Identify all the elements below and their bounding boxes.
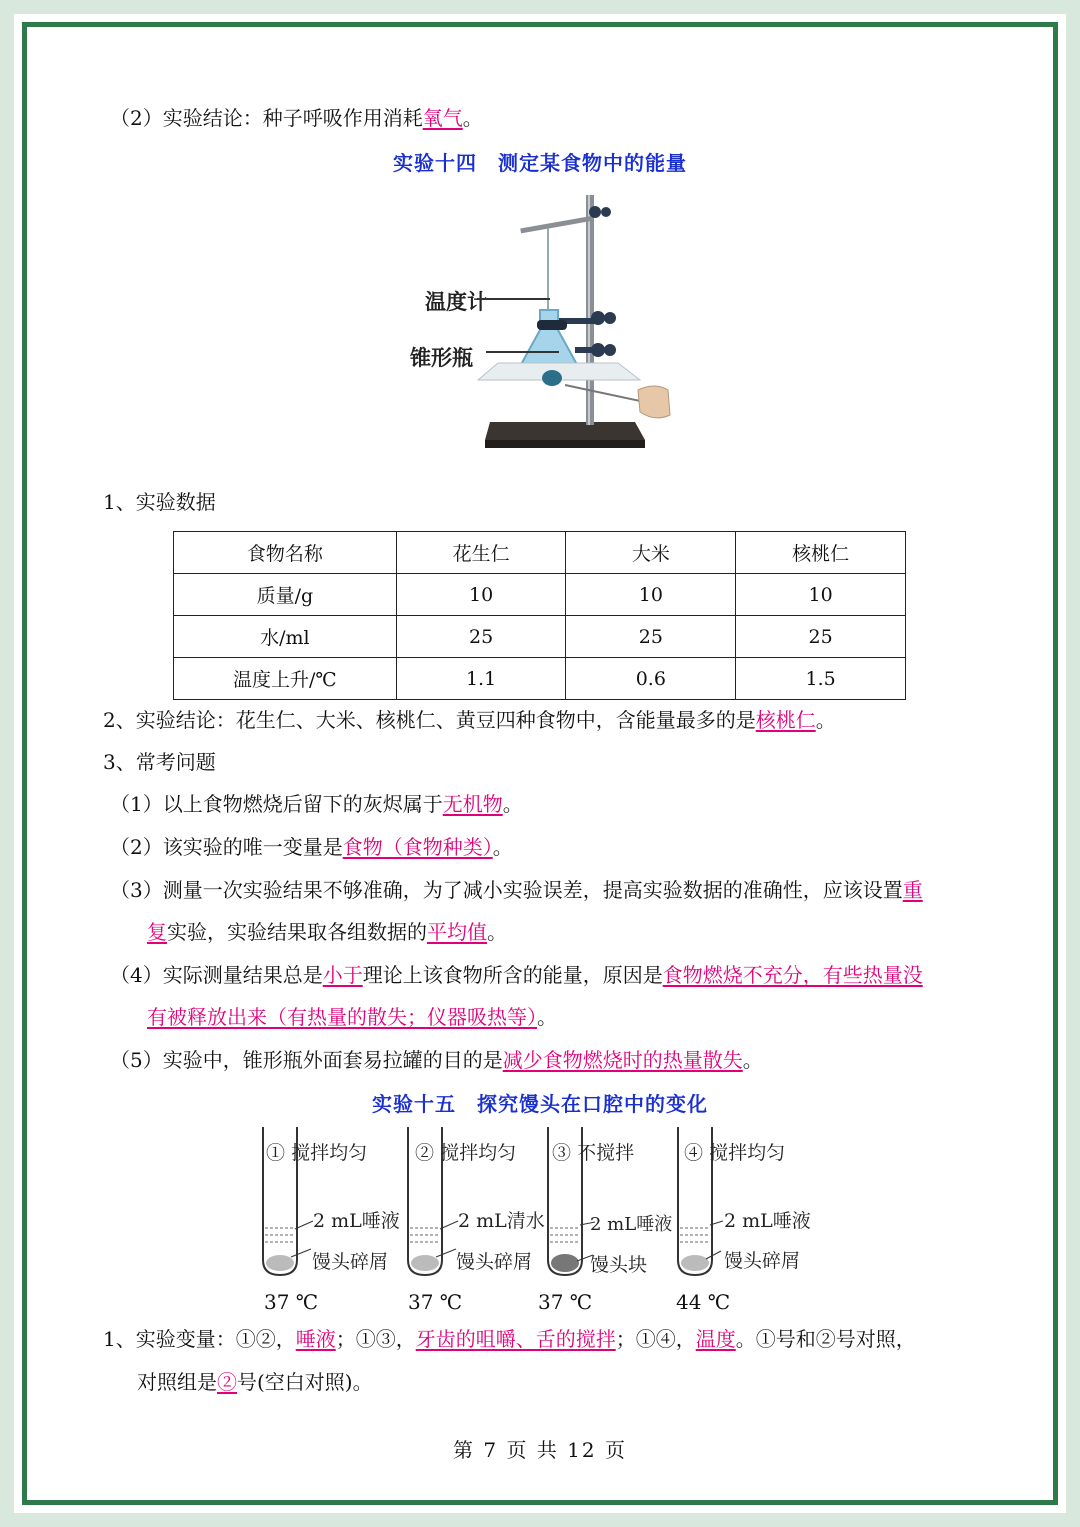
text: 实验，实验结果取各组数据的 [167, 920, 427, 944]
question-4-line-2 [147, 1003, 557, 1031]
tube-number: ② [415, 1142, 435, 1164]
question-4-line-1 [110, 961, 923, 989]
text: ；①③， [335, 1327, 416, 1351]
flask-label: 锥形瓶 [410, 346, 473, 370]
text: （5）实验中，锥形瓶外面套易拉罐的目的是 [110, 1048, 503, 1072]
tube-3-action [552, 1138, 634, 1165]
table-cell: 食物名称 [174, 532, 397, 574]
tube-1-liquid: 2 mL唾液 [313, 1210, 400, 1232]
table-row [174, 616, 906, 658]
page-number: 第 7 页 共 12 页 [453, 1438, 627, 1462]
question-2 [110, 833, 513, 861]
answer: 核桃仁 [755, 708, 816, 732]
text: 。 [502, 792, 523, 816]
table-cell: 25 [736, 616, 906, 658]
text: 。 [492, 835, 513, 859]
table-row [174, 658, 906, 700]
data-title: 1、实验数据 [103, 490, 216, 514]
tube-action: 搅拌均匀 [291, 1142, 368, 1164]
exp14-heading: 实验十四 测定某食物中的能量 [393, 151, 687, 175]
thermometer-label: 温度计 [425, 290, 488, 314]
text: （2）该实验的唯一变量是 [110, 835, 343, 859]
tube-2-action [415, 1138, 516, 1165]
table-cell: 花生仁 [396, 532, 566, 574]
table-cell: 0.6 [566, 658, 736, 700]
tube-action: 搅拌均匀 [709, 1142, 786, 1164]
answer: 氧气 [422, 106, 463, 130]
tube-4-action [684, 1138, 785, 1165]
table-cell: 25 [396, 616, 566, 658]
tube-3-temp: 37 ℃ [538, 1290, 593, 1314]
text: ；①④， [615, 1327, 696, 1351]
text: 。①号和②号对照， [735, 1327, 916, 1351]
exp13-conclusion [110, 104, 483, 132]
tube-1-solid: 馒头碎屑 [312, 1251, 389, 1273]
tube-2-temp: 37 ℃ [408, 1290, 463, 1314]
tube-1-action [266, 1138, 367, 1165]
text: 。 [487, 920, 507, 944]
table-cell: 10 [736, 574, 906, 616]
text: 。 [462, 106, 483, 130]
text: 2、实验结论：花生仁、大米、核桃仁、黄豆四种食物中，含能量最多的是 [103, 708, 756, 732]
question-1 [110, 790, 523, 818]
tube-4-liquid: 2 mL唾液 [724, 1210, 811, 1232]
table-cell: 核桃仁 [736, 532, 906, 574]
answer: 温度 [695, 1327, 736, 1351]
table-cell: 25 [566, 616, 736, 658]
answer: 食物（食物种类） [342, 835, 493, 859]
table-cell: 10 [396, 574, 566, 616]
answer: 重 [902, 878, 923, 902]
exp14-conclusion [103, 706, 836, 734]
table-cell: 1.1 [396, 658, 566, 700]
tube-action: 不搅拌 [577, 1142, 635, 1164]
text: 号(空白对照)。 [237, 1370, 373, 1394]
question-3-line-1 [110, 876, 923, 904]
flask-pointer [484, 347, 564, 357]
text: 1、实验变量：①②， [103, 1327, 296, 1351]
question-5 [110, 1046, 763, 1074]
tube-number: ④ [684, 1142, 704, 1164]
answer: 食物燃烧不充分，有些热量没 [662, 963, 923, 987]
text: （1）以上食物燃烧后留下的灰烬属于 [110, 792, 443, 816]
text: 对照组是 [137, 1370, 217, 1394]
calorimeter-apparatus-illustration [400, 190, 690, 460]
table-cell: 大米 [566, 532, 736, 574]
tube-number: ① [266, 1142, 286, 1164]
answer: 无机物 [442, 792, 503, 816]
text: 理论上该食物所含的能量，原因是 [362, 963, 663, 987]
data-table [173, 531, 906, 700]
answer: ② [217, 1370, 237, 1394]
tube-3-liquid: 2 mL唾液 [590, 1214, 673, 1235]
table-cell: 温度上升/℃ [174, 658, 397, 700]
tube-2-liquid: 2 mL清水 [458, 1210, 545, 1232]
answer: 减少食物燃烧时的热量散失 [502, 1048, 743, 1072]
answer: 有被释放出来（有热量的散失；仪器吸热等） [147, 1005, 537, 1029]
tube-1-temp: 37 ℃ [264, 1290, 319, 1314]
tube-number: ③ [552, 1142, 572, 1164]
tube-4-temp: 44 ℃ [676, 1290, 731, 1314]
question-3-line-2 [147, 918, 507, 946]
table-cell: 10 [566, 574, 736, 616]
tube-action: 搅拌均匀 [440, 1142, 517, 1164]
answer: 复 [147, 920, 167, 944]
answer: 平均值 [427, 920, 487, 944]
exp15-heading: 实验十五 探究馒头在口腔中的变化 [372, 1092, 708, 1116]
text: （2）实验结论：种子呼吸作用消耗 [110, 106, 423, 130]
text: 。 [742, 1048, 763, 1072]
thermometer-pointer [475, 297, 555, 307]
exp15-variables-line-1 [103, 1325, 916, 1353]
tube-2-solid: 馒头碎屑 [456, 1251, 533, 1273]
table-cell: 1.5 [736, 658, 906, 700]
answer: 唾液 [295, 1327, 336, 1351]
exp15-variables-line-2 [137, 1368, 373, 1396]
answer: 牙齿的咀嚼、舌的搅拌 [415, 1327, 616, 1351]
questions-title: 3、常考问题 [103, 750, 216, 774]
text: 。 [537, 1005, 557, 1029]
tube-4-solid: 馒头碎屑 [724, 1250, 801, 1272]
text: （3）测量一次实验结果不够准确，为了减小实验误差，提高实验数据的准确性，应该设置 [110, 878, 903, 902]
tube-3-solid: 馒头块 [590, 1254, 648, 1276]
text: 。 [815, 708, 836, 732]
table-cell: 质量/g [174, 574, 397, 616]
answer: 小于 [322, 963, 363, 987]
table-cell: 水/ml [174, 616, 397, 658]
table-header-row [174, 532, 906, 574]
table-row [174, 574, 906, 616]
text: （4）实际测量结果总是 [110, 963, 323, 987]
